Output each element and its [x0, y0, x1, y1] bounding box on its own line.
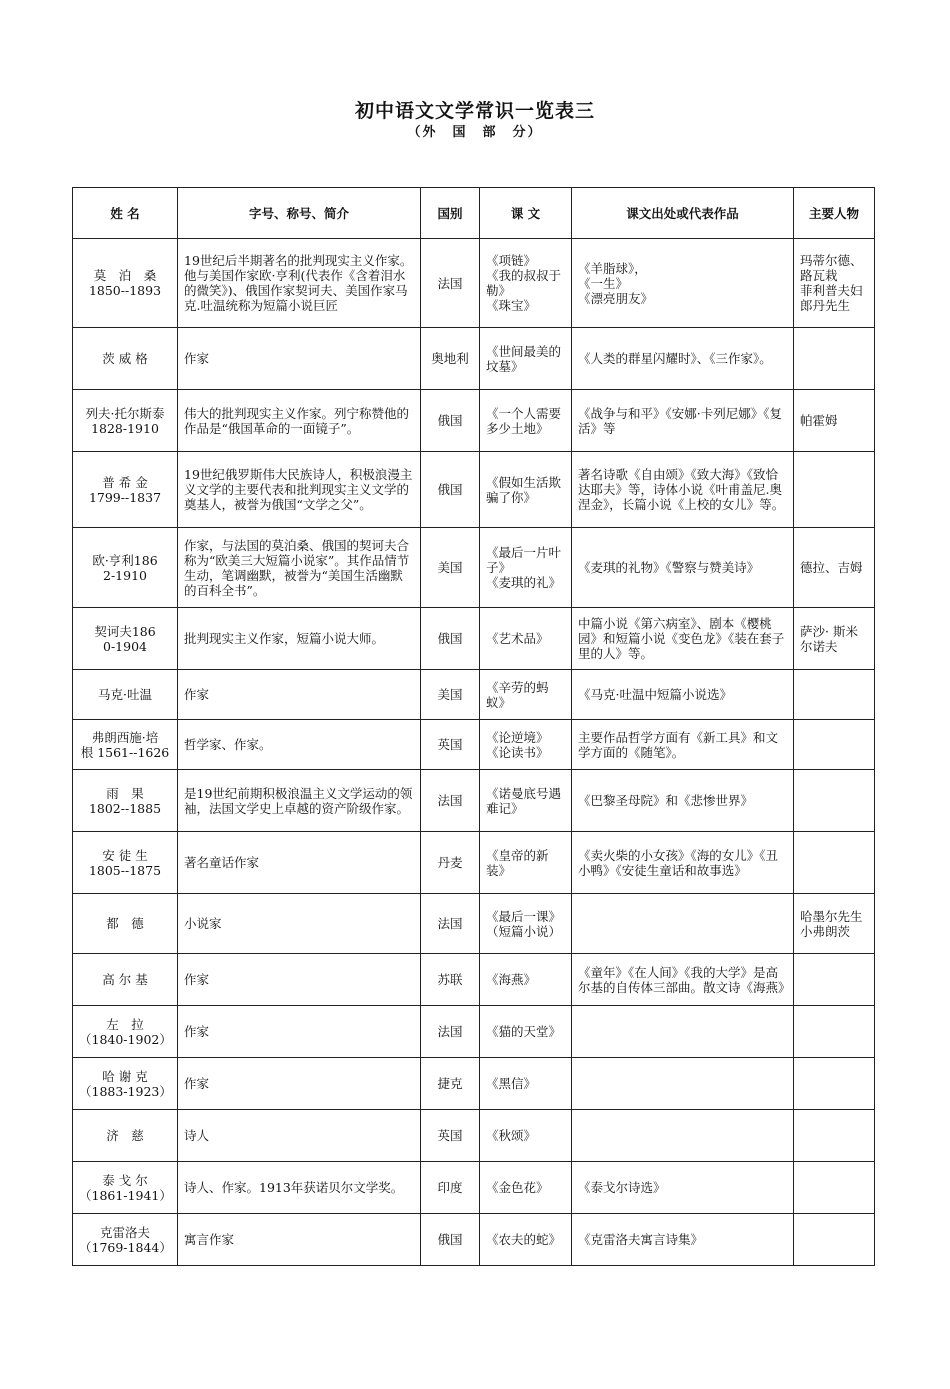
author-country: 法国 [437, 793, 463, 808]
author-country: 俄国 [437, 413, 463, 428]
author-intro-cell [178, 328, 421, 390]
author-country: 英国 [437, 737, 463, 752]
author-country: 法国 [437, 275, 463, 291]
author-name-cell [73, 239, 178, 328]
author-country: 印度 [437, 1180, 463, 1195]
textbook-text-cell [480, 1006, 572, 1058]
table-row [73, 832, 875, 894]
author-name-cell [73, 390, 178, 452]
author-country: 奥地利 [431, 351, 469, 366]
author-name-cell [73, 894, 178, 954]
representative-works-cell [572, 528, 794, 608]
author-intro: 寓言作家 [184, 1232, 235, 1247]
author-country: 丹麦 [437, 855, 463, 870]
representative-works: 《羊脂球》， 《一生》 《漂亮朋友》 [578, 260, 654, 306]
author-intro: 著名童话作家 [184, 855, 260, 870]
author-country: 法国 [437, 916, 463, 931]
table-row [73, 328, 875, 390]
textbook-text: 《黑信》 [486, 1076, 537, 1091]
representative-works-cell [572, 832, 794, 894]
main-characters-cell [794, 1110, 875, 1162]
table-row [73, 770, 875, 832]
main-characters-cell [794, 608, 875, 670]
textbook-text-cell [480, 452, 572, 528]
author-intro: 诗人 [184, 1128, 210, 1143]
textbook-text: 《论逆境》《论读书》 [486, 729, 549, 760]
author-intro-cell [178, 720, 421, 770]
textbook-text-cell [480, 832, 572, 894]
author-country-cell [421, 1110, 480, 1162]
author-intro-cell [178, 390, 421, 452]
author-name: 马克·吐温 [98, 687, 152, 702]
table-row [73, 670, 875, 720]
textbook-text: 《农夫的蛇》 [486, 1232, 562, 1247]
textbook-text-cell [480, 239, 572, 328]
representative-works: 《卖火柴的小女孩》《海的女儿》《丑小鸭》《安徒生童话和故事选》 [578, 847, 779, 878]
author-name: 克雷洛夫 （1769-1844） [79, 1224, 172, 1255]
author-name: 茨 威 格 [102, 351, 148, 366]
author-intro-cell [178, 1006, 421, 1058]
author-country-cell [421, 720, 480, 770]
author-country-cell [421, 528, 480, 608]
author-intro-cell [178, 894, 421, 954]
author-country-cell [421, 954, 480, 1006]
author-name-cell [73, 1058, 178, 1110]
author-intro: 哲学家、作家。 [184, 737, 272, 752]
header-country: 国别 [421, 188, 480, 239]
author-name: 普 希 金 1799--1837 [88, 474, 162, 505]
table-row [73, 720, 875, 770]
representative-works: 《童年》《在人间》《我的大学》是高尔基的自传体三部曲。散文诗《海燕》 [578, 964, 791, 995]
representative-works: 《克雷洛夫寓言诗集》 [578, 1232, 704, 1247]
page-subtitle: （外 国 部 分） [407, 125, 543, 140]
representative-works: 《马克·吐温中短篇小说选》 [578, 687, 732, 702]
textbook-text: 《项链》 《我的叔叔于勒》 《珠宝》 [486, 253, 562, 313]
table-row [73, 1006, 875, 1058]
table-row [73, 452, 875, 528]
author-country-cell [421, 1006, 480, 1058]
author-name-cell [73, 528, 178, 608]
author-name-cell [73, 832, 178, 894]
author-name-cell [73, 608, 178, 670]
textbook-text: 《皇帝的新装》 [486, 847, 549, 878]
header-characters: 主要人物 [794, 188, 875, 239]
textbook-text-cell [480, 1162, 572, 1214]
author-country: 美国 [437, 560, 463, 575]
author-name-cell [73, 1006, 178, 1058]
textbook-text-cell [480, 894, 572, 954]
author-country-cell [421, 1162, 480, 1214]
textbook-text-cell [480, 528, 572, 608]
header-intro: 字号、称号、简介 [178, 188, 421, 239]
main-characters: 玛蒂尔德、路瓦栽 菲利普夫妇 郎丹先生 [800, 253, 863, 313]
textbook-text: 《海燕》 [486, 972, 537, 987]
author-intro-cell [178, 528, 421, 608]
author-name-cell [73, 770, 178, 832]
textbook-text-cell [480, 1110, 572, 1162]
textbook-text-cell [480, 390, 572, 452]
textbook-text-cell [480, 770, 572, 832]
table-header-row [73, 188, 875, 239]
author-intro: 19世纪后半期著名的批判现实主义作家。他与美国作家欧·亨利(代表作《含着泪水的微笑》)、俄国作家契诃夫、美国作家马克.吐温统称为短篇小说巨匠 [184, 253, 413, 313]
author-name: 弗朗西施·培 根 1561--1626 [80, 729, 170, 760]
representative-works: 中篇小说《第六病室》、剧本《樱桃园》和短篇小说《变色龙》《装在套子里的人》等。 [578, 616, 785, 661]
page-title: 初中语文文学常识一览表三 [354, 100, 595, 122]
representative-works-cell [572, 1058, 794, 1110]
textbook-text-cell [480, 608, 572, 670]
representative-works-cell [572, 1162, 794, 1214]
author-name-cell [73, 452, 178, 528]
author-name: 列夫·托尔斯泰 1828-1910 [85, 405, 165, 436]
textbook-text: 《最后一课》 （短篇小说） [486, 908, 562, 939]
author-intro: 19世纪俄罗斯伟大民族诗人，积极浪漫主义文学的主要代表和批判现实主义文学的奠基人，被誉为俄国“文学之父”。 [184, 467, 413, 512]
main-characters-cell [794, 1006, 875, 1058]
main-characters-cell [794, 770, 875, 832]
author-name-cell [73, 720, 178, 770]
table-row [73, 239, 875, 328]
author-country-cell [421, 670, 480, 720]
author-intro-cell [178, 954, 421, 1006]
representative-works-cell [572, 608, 794, 670]
author-country: 英国 [437, 1128, 463, 1143]
author-country: 法国 [437, 1024, 463, 1039]
textbook-text: 《一个人需要多少土地》 [486, 405, 562, 436]
main-characters-cell [794, 452, 875, 528]
textbook-text-cell [480, 1214, 572, 1266]
author-intro-cell [178, 608, 421, 670]
table-row [73, 1110, 875, 1162]
author-name: 济 慈 [106, 1128, 144, 1143]
author-name: 欧·亨利186 2-1910 [92, 552, 158, 583]
author-country-cell [421, 608, 480, 670]
main-characters: 哈墨尔先生 小弗朗茨 [800, 908, 863, 939]
author-intro: 伟大的批判现实主义作家。列宁称赞他的作品是“俄国革命的一面镜子”。 [184, 405, 410, 436]
main-characters-cell [794, 720, 875, 770]
representative-works: 主要作品哲学方面有《新工具》和文学方面的《随笔》。 [578, 729, 779, 760]
author-intro: 作家 [184, 1076, 210, 1091]
author-name-cell [73, 1214, 178, 1266]
author-country: 俄国 [437, 631, 463, 646]
author-name-cell [73, 1110, 178, 1162]
author-country-cell [421, 239, 480, 328]
main-characters-cell [794, 328, 875, 390]
author-intro-cell [178, 670, 421, 720]
representative-works-cell [572, 670, 794, 720]
textbook-text-cell [480, 954, 572, 1006]
representative-works: 《麦琪的礼物》《警察与赞美诗》 [578, 560, 760, 575]
representative-works-cell [572, 954, 794, 1006]
main-characters-cell [794, 832, 875, 894]
main-characters-cell [794, 670, 875, 720]
representative-works: 《泰戈尔诗选》 [578, 1180, 666, 1195]
textbook-text: 《诺曼底号遇难记》 [486, 785, 562, 816]
author-country-cell [421, 328, 480, 390]
author-name-cell [73, 954, 178, 1006]
author-country-cell [421, 894, 480, 954]
author-country: 捷克 [437, 1076, 463, 1091]
author-intro: 作家，与法国的莫泊桑、俄国的契诃夫合称为“欧美三大短篇小说家”。其作品情节生动，笔调幽默，被誉为“美国生活幽默的百科全书”。 [184, 537, 410, 598]
author-intro-cell [178, 1214, 421, 1266]
main-characters-cell [794, 1058, 875, 1110]
author-country-cell [421, 832, 480, 894]
textbook-text: 《猫的天堂》 [486, 1024, 562, 1039]
main-characters: 帕霍姆 [800, 413, 838, 428]
author-country: 美国 [437, 687, 463, 702]
author-name: 高 尔 基 [102, 972, 148, 987]
literature-table [72, 187, 875, 1266]
table-row [73, 608, 875, 670]
author-name-cell [73, 1162, 178, 1214]
author-name: 雨 果 1802--1885 [88, 785, 162, 816]
author-name: 莫 泊 桑 1850--1893 [88, 268, 162, 298]
table-row [73, 528, 875, 608]
author-country-cell [421, 390, 480, 452]
author-intro-cell [178, 452, 421, 528]
author-name-cell [73, 328, 178, 390]
textbook-text-cell [480, 720, 572, 770]
representative-works-cell [572, 328, 794, 390]
author-intro-cell [178, 1058, 421, 1110]
textbook-text: 《假如生活欺骗了你》 [486, 474, 562, 505]
representative-works: 《人类的群星闪耀时》、《三作家》。 [578, 351, 772, 366]
author-intro-cell [178, 832, 421, 894]
author-country-cell [421, 452, 480, 528]
author-intro: 作家 [184, 687, 210, 702]
author-name: 安 徒 生 1805--1875 [88, 847, 162, 878]
author-country: 俄国 [437, 1232, 463, 1247]
table-row [73, 1162, 875, 1214]
author-country: 俄国 [437, 482, 463, 497]
author-intro: 作家 [184, 351, 210, 366]
representative-works: 《战争与和平》《安娜·卡列尼娜》《复活》等 [578, 405, 782, 436]
header-works: 课文出处或代表作品 [572, 188, 794, 239]
main-characters-cell [794, 239, 875, 328]
textbook-text: 《秋颂》 [486, 1128, 537, 1143]
main-characters: 德拉、吉姆 [800, 560, 863, 575]
header-name: 姓 名 [73, 188, 178, 239]
main-characters-cell [794, 390, 875, 452]
main-characters-cell [794, 954, 875, 1006]
author-country: 苏联 [437, 972, 463, 987]
table-row [73, 1214, 875, 1266]
representative-works-cell [572, 1006, 794, 1058]
author-intro: 是19世纪前期积极浪温主义文学运动的领袖，法国文学史上卓越的资产阶级作家。 [184, 785, 413, 816]
author-intro-cell [178, 1162, 421, 1214]
author-country-cell [421, 1058, 480, 1110]
table-row [73, 954, 875, 1006]
representative-works-cell [572, 720, 794, 770]
author-intro: 批判现实主义作家，短篇小说大师。 [184, 631, 385, 646]
textbook-text: 《世间最美的坟墓》 [486, 343, 562, 374]
author-country-cell [421, 1214, 480, 1266]
main-characters-cell [794, 1162, 875, 1214]
representative-works-cell [572, 894, 794, 954]
author-country-cell [421, 770, 480, 832]
representative-works: 著名诗歌《自由颂》《致大海》《致恰达耶夫》等，诗体小说《叶甫盖尼.奥涅金》，长篇小说《上校的女儿》等。 [578, 467, 785, 512]
author-name-cell [73, 670, 178, 720]
representative-works: 《巴黎圣母院》和《悲惨世界》 [578, 793, 754, 808]
main-characters-cell [794, 1214, 875, 1266]
main-characters: 萨沙· 斯米尔诺夫 [800, 623, 858, 654]
textbook-text: 《金色花》 [486, 1180, 549, 1195]
author-name: 都 德 [106, 916, 144, 931]
representative-works-cell [572, 452, 794, 528]
table-row [73, 894, 875, 954]
table-row [73, 1058, 875, 1110]
textbook-text-cell [480, 670, 572, 720]
author-intro: 作家 [184, 972, 210, 987]
author-name: 左 拉 （1840-1902） [79, 1016, 172, 1047]
representative-works-cell [572, 1214, 794, 1266]
author-name: 泰 戈 尔 （1861-1941） [79, 1172, 172, 1203]
author-name: 契诃夫186 0-1904 [94, 623, 156, 654]
textbook-text: 《艺术品》 [486, 631, 549, 646]
main-characters-cell [794, 894, 875, 954]
author-intro: 小说家 [184, 916, 222, 931]
author-intro: 诗人、作家。1913年获诺贝尔文学奖。 [184, 1180, 404, 1195]
textbook-text-cell [480, 328, 572, 390]
table-row [73, 390, 875, 452]
textbook-text: 《最后一片叶子》 《麦琪的礼》 [486, 545, 562, 590]
author-intro: 作家 [184, 1024, 210, 1039]
representative-works-cell [572, 239, 794, 328]
main-characters-cell [794, 528, 875, 608]
representative-works-cell [572, 390, 794, 452]
author-intro-cell [178, 1110, 421, 1162]
representative-works-cell [572, 1110, 794, 1162]
representative-works-cell [572, 770, 794, 832]
textbook-text-cell [480, 1058, 572, 1110]
header-text: 课 文 [480, 188, 572, 239]
author-intro-cell [178, 239, 421, 328]
author-intro-cell [178, 770, 421, 832]
author-name: 哈 谢 克 （1883-1923） [79, 1068, 172, 1099]
textbook-text: 《辛劳的蚂蚁》 [486, 679, 549, 710]
